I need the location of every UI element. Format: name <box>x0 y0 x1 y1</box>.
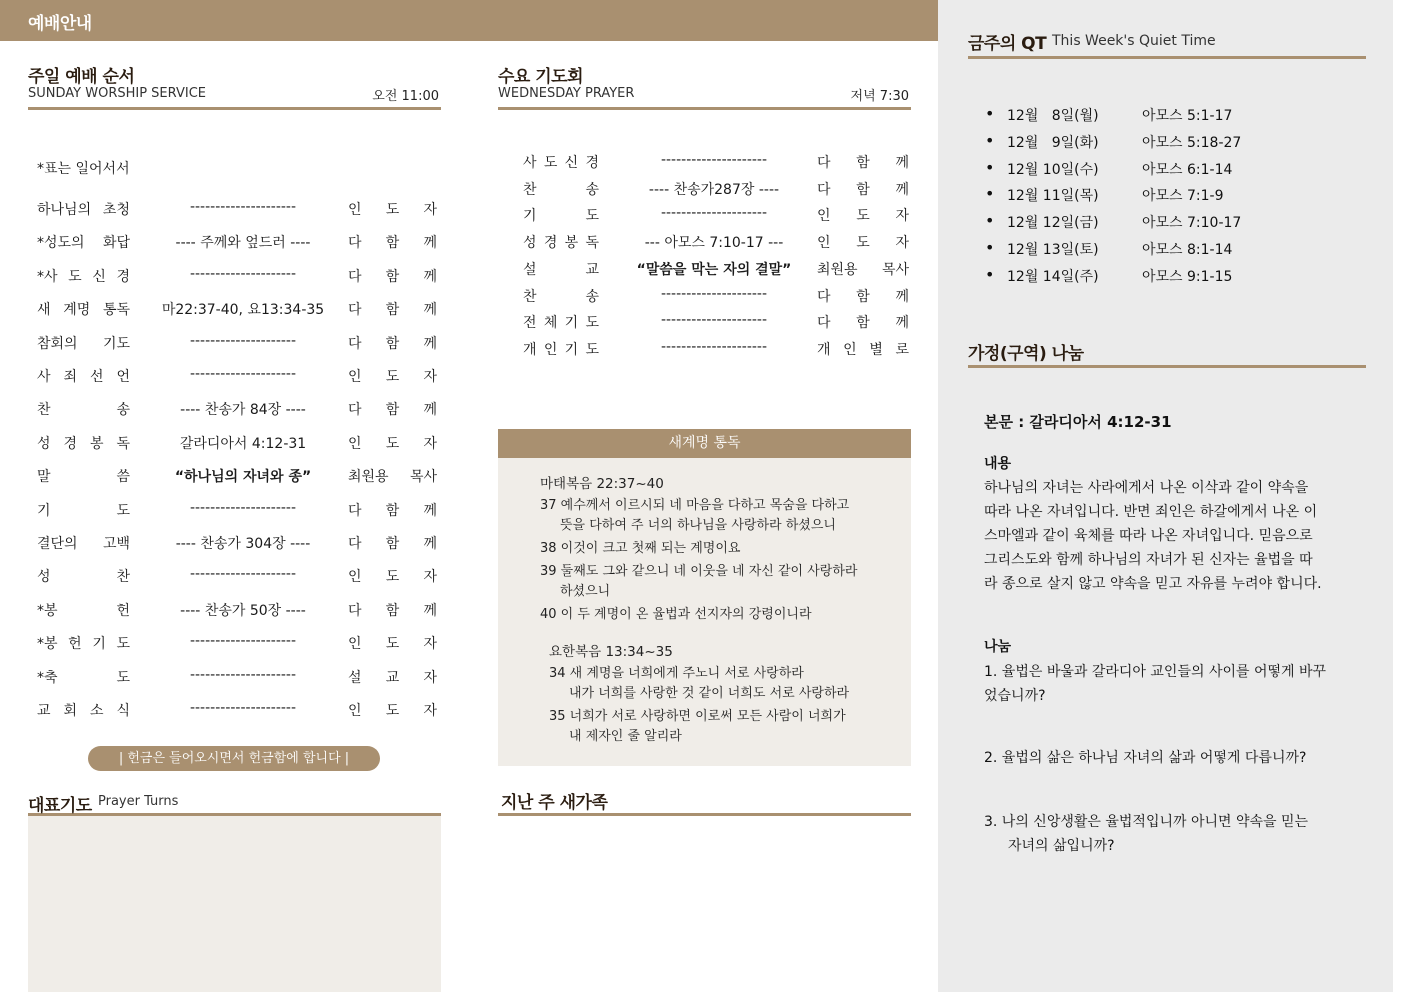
order-item-performer: 다 함 께 <box>817 181 909 198</box>
qt-date: 12월 8일(월) <box>1007 108 1099 124</box>
order-item-name: *축 도 <box>37 669 130 686</box>
header-bar <box>0 0 938 41</box>
order-item-performer: 인 도 자 <box>348 636 437 653</box>
order-item-detail: ---- 주께와 엎드러 ---- <box>175 235 311 252</box>
order-item-name: *성도의 화답 <box>37 235 130 252</box>
new-family-header <box>498 785 911 816</box>
order-item-name: 성 경 봉 독 <box>37 435 130 452</box>
order-item-name: *봉 헌 <box>37 602 130 619</box>
order-item-performer: 다 함 께 <box>348 235 437 252</box>
order-item-name: 성 경 봉 독 <box>523 235 599 252</box>
sunday-title: 주일 예배 순서 <box>28 67 135 87</box>
order-item-performer: 인 도 자 <box>348 369 437 385</box>
qt-date: 12월 12일(금) <box>1007 215 1099 232</box>
qt-date: 12월 13일(토) <box>1007 242 1099 258</box>
order-item-detail: --------------------- <box>189 666 297 683</box>
order-item-performer: 인 도 자 <box>348 202 437 218</box>
passage-book: 요한복음 13:34~35 <box>549 644 673 660</box>
order-item-name: 말 씀 <box>37 469 130 486</box>
order-item-performer: 다 함 께 <box>348 536 437 552</box>
order-item-name: 교 회 소 식 <box>37 703 130 719</box>
bullet-icon: • <box>985 104 995 123</box>
order-item-detail: ---- 찬송가 304장 ---- <box>175 536 311 552</box>
order-item-performer: 다 함 께 <box>348 335 437 352</box>
wednesday-header <box>498 60 911 110</box>
order-item-name: 설 교 <box>523 261 599 278</box>
sunday-subtitle: SUNDAY WORSHIP SERVICE <box>28 86 206 101</box>
order-item-name: 기 도 <box>523 208 599 225</box>
qt-passage: 아모스 6:1-14 <box>1142 161 1233 178</box>
order-item-name: *사 도 신 경 <box>37 268 130 285</box>
prayer-turns-title: 대표기도 <box>28 796 92 816</box>
bullet-icon: • <box>985 264 995 284</box>
order-item-detail: --------------------- <box>189 199 297 215</box>
order-item-name: 참회의 기도 <box>37 335 130 352</box>
order-item-detail: ---- 찬송가 84장 ---- <box>180 402 306 419</box>
order-item-name: 성 찬 <box>37 569 130 586</box>
sharing-share-label: 나눔 <box>984 639 1012 655</box>
wednesday-title: 수요 기도회 <box>498 67 584 87</box>
order-item-detail: --------------------- <box>189 633 297 650</box>
qt-passage: 아모스 7:1-9 <box>1142 188 1224 205</box>
qt-title: 금주의 QT <box>968 34 1047 54</box>
qt-passage: 아모스 5:18-27 <box>1142 134 1242 151</box>
sharing-content: 하나님의 자녀는 사라에게서 나온 이삭과 같이 약속을 따라 나온 자녀입니다. 반면 죄인은 하갈에게서 나온 이 스마엘과 같이 육체를 따라 나온 자녀입니다. 믿음으로 그리스도와 함께 하나님의 자녀가 된 신자는 율법을 따 라 종으로 살지 않고 약속을 믿고 자유를 누려야 합니다. <box>984 480 1322 592</box>
new-commandment-header: 새계명 통독 <box>498 429 911 458</box>
order-item-name: 사 도 신 경 <box>523 155 599 171</box>
wednesday-subtitle: WEDNESDAY PRAYER <box>498 86 635 101</box>
page-edge <box>1393 0 1403 992</box>
order-item-performer: 다 함 께 <box>348 602 437 619</box>
sunday-order: *표는 일어서서 하나님의 초청 --------------------- 인 도 자 *성도의 화답 ---- 주께와 엎드러 ---- 다 함 께 *사 도 신 경 --------------------- 다 함 께 새 계명 통독 마22:37-40, 요13:34-35 다 함 께 참회의 기도 --------------------- 다 함 께 사 죄 선 언 --------------------- 인 도 자 찬 송 ---- 찬송가 84장 ---- 다 함 께 성 경 봉 독 갈라디아서 4:12-31 인 도 자 말 씀 “하나님의 자녀와 종” 최원용 목사 기 도 --------------------- 다 함 께 결단의 고백 ---- 찬송가 304장 ---- 다 함 께 성 찬 --------------------- 인 도 자 *봉 헌 ---- 찬송가 50장 ---- 다 함 께 *봉 헌 기 도 --------------------- 인 도 자 *축 도 --------------------- 설 교 자 교 회 소 식 --------------------- 인 도 자 <box>37 161 437 719</box>
wednesday-order <box>523 151 910 371</box>
order-item-detail: ---- 찬송가 50장 ---- <box>180 602 306 619</box>
order-item-performer: 인 도 자 <box>817 208 909 225</box>
order-item-performer: 최원용 목사 <box>348 469 437 486</box>
order-item-detail: --------------------- <box>660 205 768 222</box>
sharing-text-label: 본문 : 갈라디아서 4:12-31 <box>984 413 1172 431</box>
order-item-performer: 인 도 자 <box>348 569 437 586</box>
qt-passage: 아모스 5:1-17 <box>1142 108 1233 124</box>
sunday-header <box>28 60 441 110</box>
verse: 34 새 계명을 너희에게 주노니 서로 사랑하라 내가 너희를 사랑한 것 같이 너희도 서로 사랑하라 <box>549 666 850 701</box>
qt-header <box>968 27 1366 59</box>
order-item-name: *봉 헌 기 도 <box>37 636 130 653</box>
order-item-performer: 인 도 자 <box>348 435 437 452</box>
sharing-question-2: 2. 율법의 삶은 하나님 자녀의 삶과 어떻게 다릅니까? <box>984 750 1307 766</box>
order-item-performer: 다 함 께 <box>348 302 437 319</box>
order-item-name: 사 죄 선 언 <box>37 369 130 385</box>
offering-note: | 헌금은 들어오시면서 헌금함에 합니다 | <box>88 746 380 771</box>
bullet-icon: • <box>985 130 995 150</box>
qt-passage: 아모스 7:10-17 <box>1142 215 1242 232</box>
sharing-content-label: 내용 <box>984 456 1012 472</box>
bullet-icon: • <box>985 157 995 177</box>
verse: 38 이것이 크고 첫째 되는 계명이요 <box>540 541 741 556</box>
qt-date: 12월 14일(주) <box>1007 268 1099 285</box>
bullet-icon: • <box>985 184 995 204</box>
verse: 37 예수께서 이르시되 네 마음을 다하고 목숨을 다하고 뜻을 다하여 주 너의 하나님을 사랑하라 하셨으니 <box>540 498 850 533</box>
verse: 40 이 두 계명이 온 율법과 선지자의 강령이니라 <box>540 607 812 622</box>
order-item-performer: 개 인 별 로 <box>817 341 909 358</box>
qt-date: 12월 10일(수) <box>1007 161 1099 178</box>
prayer-turns-subtitle: Prayer Turns <box>98 794 179 809</box>
order-item-name: 찬 송 <box>37 402 130 419</box>
order-item-detail: --------------------- <box>189 366 297 382</box>
header-title: 예배안내 <box>28 14 92 34</box>
order-item-performer: 다 함 께 <box>817 288 909 305</box>
order-item-detail: ---- 찬송가287장 ---- <box>648 181 780 198</box>
order-item-name: 찬 송 <box>523 181 599 198</box>
order-item-detail: --------------------- <box>660 312 768 329</box>
order-item-performer: 다 함 께 <box>817 155 909 171</box>
sharing-title: 가정(구역) 나눔 <box>968 344 1084 364</box>
order-item-performer: 다 함 께 <box>348 502 437 519</box>
qt-date: 12월 9일(화) <box>1007 134 1099 151</box>
prayer-turns-header <box>28 788 441 816</box>
order-item-detail: --------------------- <box>189 332 297 349</box>
order-item-detail: --- 아모스 7:10-17 --- <box>644 235 784 252</box>
order-item-performer: 다 함 께 <box>817 315 909 332</box>
order-item-detail: --------------------- <box>660 152 768 168</box>
qt-passage: 아모스 9:1-15 <box>1142 268 1233 285</box>
order-item-performer: 설 교 자 <box>348 669 437 686</box>
sharing-question-3: 3. 나의 신앙생활은 율법적입니까 아니면 약속을 믿는 자녀의 삶입니까? <box>984 814 1309 854</box>
order-item-name: 전 체 기 도 <box>523 315 599 332</box>
order-item-detail: --------------------- <box>660 338 768 355</box>
order-item-detail: --------------------- <box>189 265 297 282</box>
order-item-performer: 최원용 목사 <box>817 261 909 278</box>
order-item-detail: 갈라디아서 4:12-31 <box>179 435 307 452</box>
order-item-name: 새 계명 통독 <box>37 302 130 319</box>
order-item-name: 하나님의 초청 <box>37 202 130 218</box>
prayer-turns-box <box>28 816 441 992</box>
qt-passage: 아모스 8:1-14 <box>1142 242 1233 258</box>
qt-date: 12월 11일(목) <box>1007 188 1099 205</box>
new-family-title: 지난 주 새가족 <box>501 793 608 813</box>
order-item-detail: “말씀을 막는 자의 결말” <box>636 261 792 278</box>
order-item-name: 찬 송 <box>523 288 599 305</box>
order-item-detail: --------------------- <box>189 700 297 716</box>
qt-subtitle: This Week's Quiet Time <box>1052 33 1216 49</box>
order-item-name: 결단의 고백 <box>37 536 130 552</box>
order-item-performer: 다 함 께 <box>348 402 437 419</box>
wednesday-time: 저녁 7:30 <box>850 89 909 104</box>
order-item-performer: 인 도 자 <box>348 703 437 719</box>
order-item-performer: 인 도 자 <box>817 235 909 252</box>
order-item-detail: “하나님의 자녀와 종” <box>174 469 312 486</box>
sharing-question-1: 1. 율법은 바울과 갈라디아 교인들의 사이를 어떻게 바꾸 었습니까? <box>984 664 1327 704</box>
sharing-header <box>968 337 1366 368</box>
order-item-detail: --------------------- <box>660 285 768 302</box>
order-item-name: 기 도 <box>37 502 130 519</box>
verse: 39 둘째도 그와 같으니 네 이웃을 네 자신 같이 사랑하라 하셨으니 <box>540 564 858 599</box>
verse: 35 너희가 서로 사랑하면 이로써 모든 사람이 너희가 내 제자인 줄 알리라 <box>549 709 846 744</box>
sunday-time: 오전 11:00 <box>372 89 439 104</box>
order-item-name: 개 인 기 도 <box>523 341 599 358</box>
bullet-icon: • <box>985 238 995 257</box>
order-item-detail: 마22:37-40, 요13:34-35 <box>161 302 325 319</box>
order-item-detail: --------------------- <box>189 499 297 516</box>
bullet-icon: • <box>985 211 995 231</box>
new-commandment-box <box>498 458 911 766</box>
order-item-performer: 다 함 께 <box>348 268 437 285</box>
order-item-detail: --------------------- <box>189 566 297 583</box>
passage-book: 마태복음 22:37~40 <box>540 476 664 492</box>
